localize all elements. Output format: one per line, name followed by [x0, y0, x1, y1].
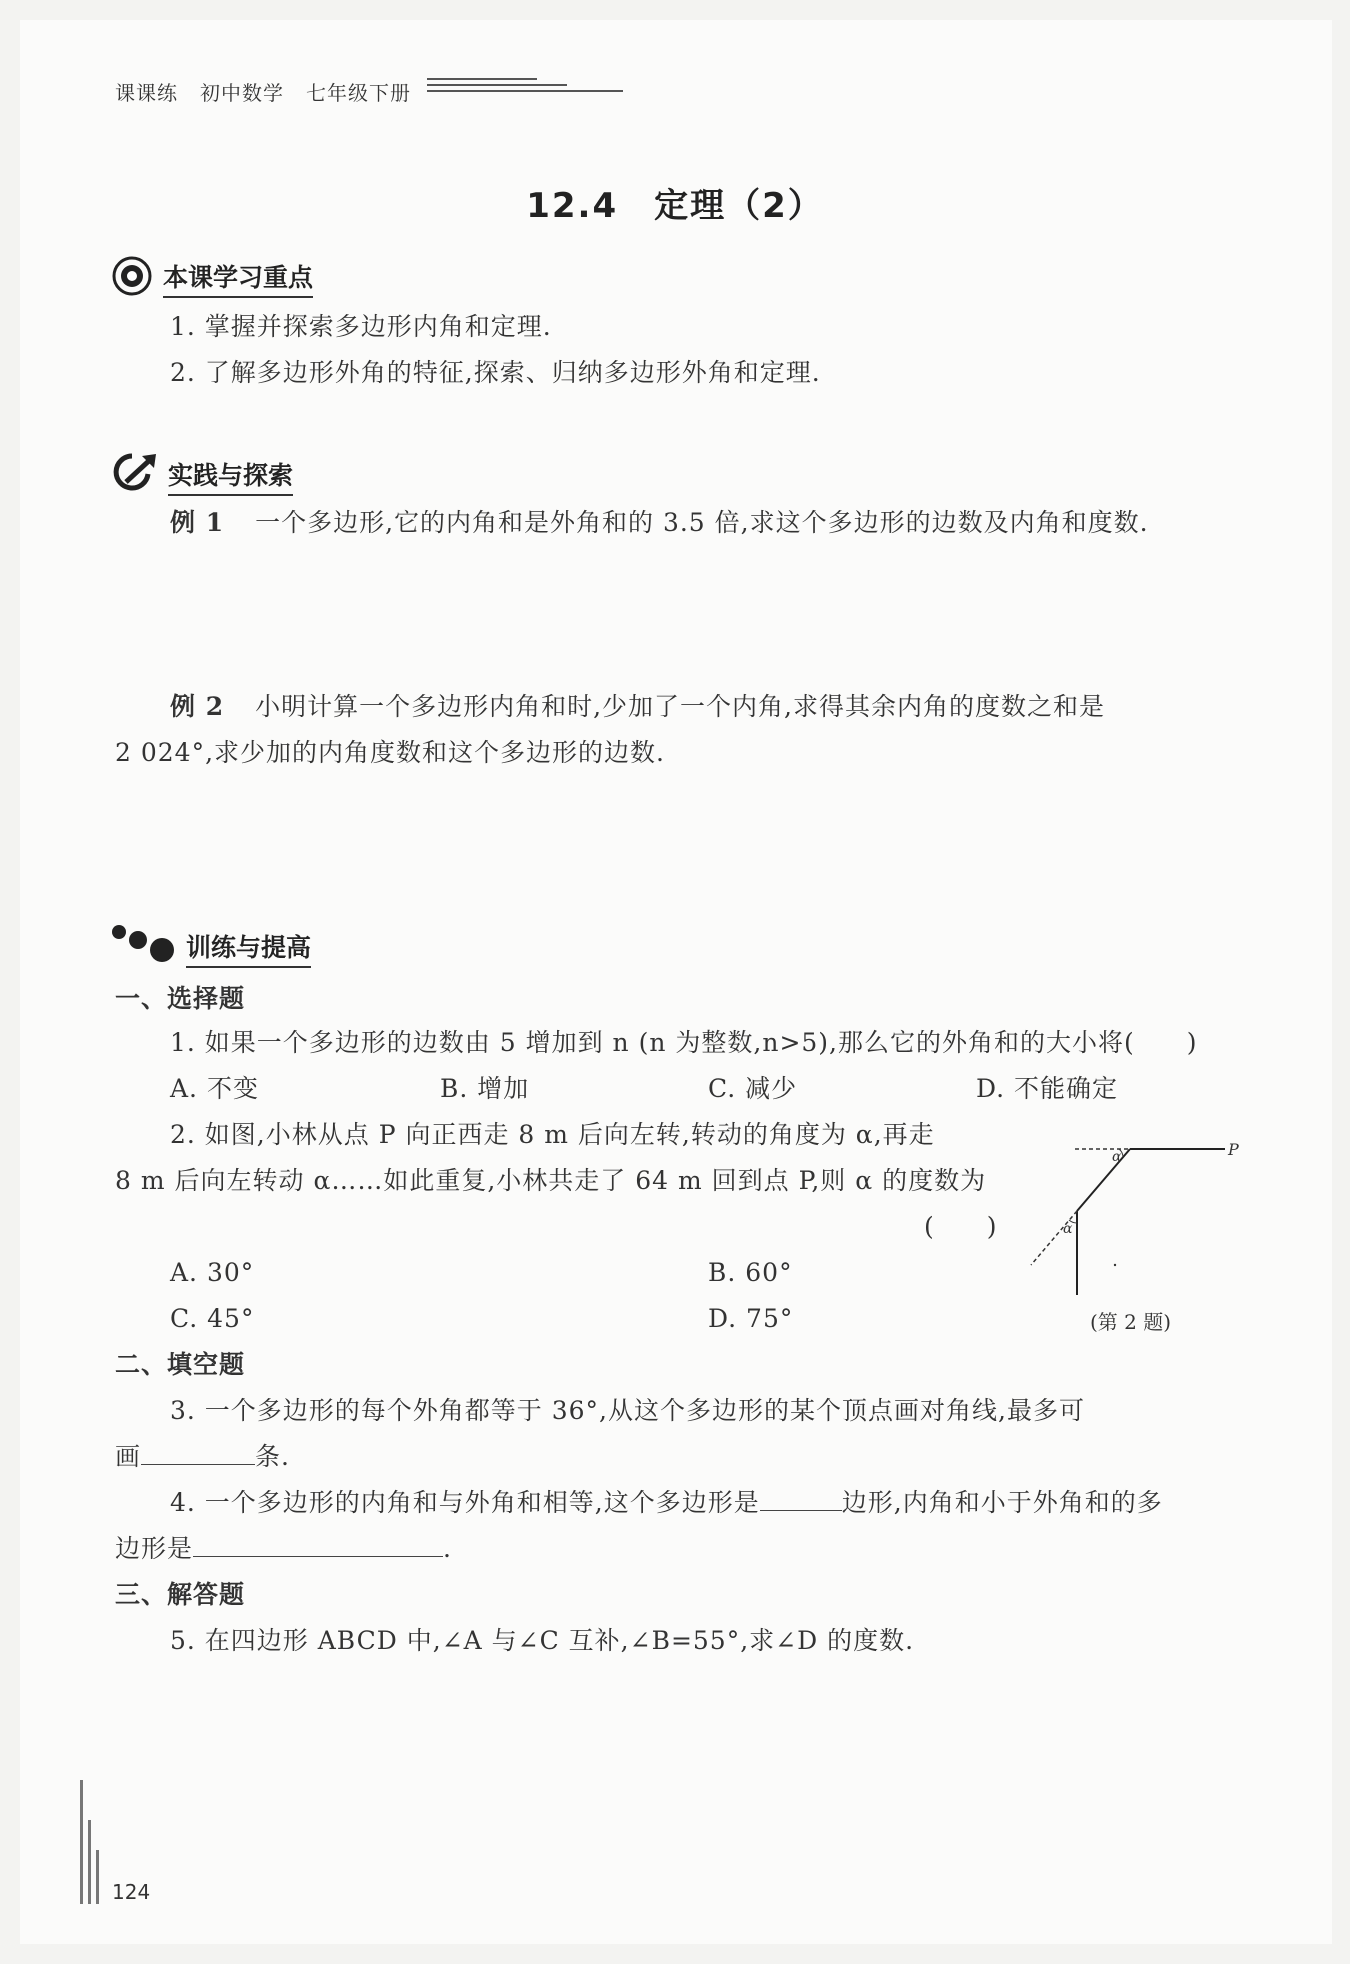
q2-option-b: B. 60° [708, 1258, 793, 1287]
example-1-label: 例 1 [170, 508, 225, 537]
footer-rule-1 [80, 1780, 83, 1904]
example-2-line1: 小明计算一个多边形内角和时,少加了一个内角,求得其余内角的度数之和是 [255, 692, 1105, 721]
q1-option-b: B. 增加 [440, 1074, 530, 1103]
page-number: 124 [112, 1880, 151, 1904]
q1-option-a: A. 不变 [170, 1074, 259, 1103]
q4-line1-a: 4. 一个多边形的内角和与外角和相等,这个多边形是 [170, 1488, 760, 1517]
q3-post: 条. [255, 1442, 290, 1471]
target-icon [112, 256, 152, 296]
figure-label-alpha-top: α [1112, 1149, 1122, 1165]
question-5: 5. 在四边形 ABCD 中,∠A 与∠C 互补,∠B=55°,求∠D 的度数. [170, 1626, 915, 1655]
question-2-line2: 8 m 后向左转动 α……如此重复,小林共走了 64 m 回到点 P,则 α 的度数为 [115, 1166, 987, 1195]
footer-rule-2 [88, 1820, 91, 1904]
q4-line1-b: 边形,内角和小于外角和的多 [841, 1488, 1163, 1517]
part-3-heading: 三、解答题 [115, 1580, 246, 1609]
example-1-text: 一个多边形,它的内角和是外角和的 3.5 倍,求这个多边形的边数及内角和度数. [255, 508, 1149, 537]
question-1: 1. 如果一个多边形的边数由 5 增加到 n (n 为整数,n>5),那么它的外角和的大小将( ) [170, 1028, 1198, 1057]
focus-item-2: 2. 了解多边形外角的特征,探索、归纳多边形外角和定理. [170, 358, 821, 387]
q3-answer-blank[interactable] [141, 1438, 255, 1465]
q4-pre: 边形是 [115, 1534, 194, 1563]
header-rule-lines [427, 78, 623, 98]
question-3-line1: 3. 一个多边形的每个外角都等于 36°,从这个多边形的某个顶点画对角线,最多可 [170, 1396, 1085, 1425]
footer-rule-3 [96, 1850, 99, 1904]
focus-item-1: 1. 掌握并探索多边形内角和定理. [170, 312, 552, 341]
q3-pre: 画 [115, 1442, 142, 1471]
focus-heading: 本课学习重点 [163, 258, 313, 298]
part-1-heading: 一、选择题 [115, 984, 246, 1013]
dots-icon [110, 920, 176, 964]
training-heading: 训练与提高 [186, 928, 311, 968]
header-grade: 七年级下册 [306, 81, 411, 105]
figure-label-alpha-left: α [1063, 1221, 1073, 1237]
figure-caption: (第 2 题) [1090, 1310, 1172, 1334]
q4-post: . [443, 1534, 452, 1563]
q2-answer-paren: ( ) [924, 1212, 998, 1241]
q1-option-d: D. 不能确定 [976, 1074, 1119, 1103]
example-2-label: 例 2 [170, 692, 225, 721]
q4-answer-blank-1[interactable] [760, 1484, 842, 1511]
q1-option-c: C. 减少 [708, 1074, 798, 1103]
explore-arrow-icon [112, 452, 158, 492]
figure-label-p: P [1228, 1140, 1239, 1159]
q2-option-a: A. 30° [170, 1258, 255, 1287]
header-book: 课课练 [115, 81, 178, 105]
q2-option-d: D. 75° [708, 1304, 794, 1333]
header-subject: 初中数学 [200, 81, 284, 105]
page-title: 12.4 定理（2） [526, 186, 824, 226]
q2-figure [1025, 1135, 1255, 1305]
q2-option-c: C. 45° [170, 1304, 255, 1333]
q4-answer-blank-2[interactable] [193, 1530, 443, 1557]
running-header [115, 77, 433, 106]
part-2-heading: 二、填空题 [115, 1350, 246, 1379]
practice-heading: 实践与探索 [168, 456, 293, 496]
example-2-line2: 2 024°,求少加的内角度数和这个多边形的边数. [115, 738, 665, 767]
question-2-line1: 2. 如图,小林从点 P 向正西走 8 m 后向左转,转动的角度为 α,再走 [170, 1120, 935, 1149]
